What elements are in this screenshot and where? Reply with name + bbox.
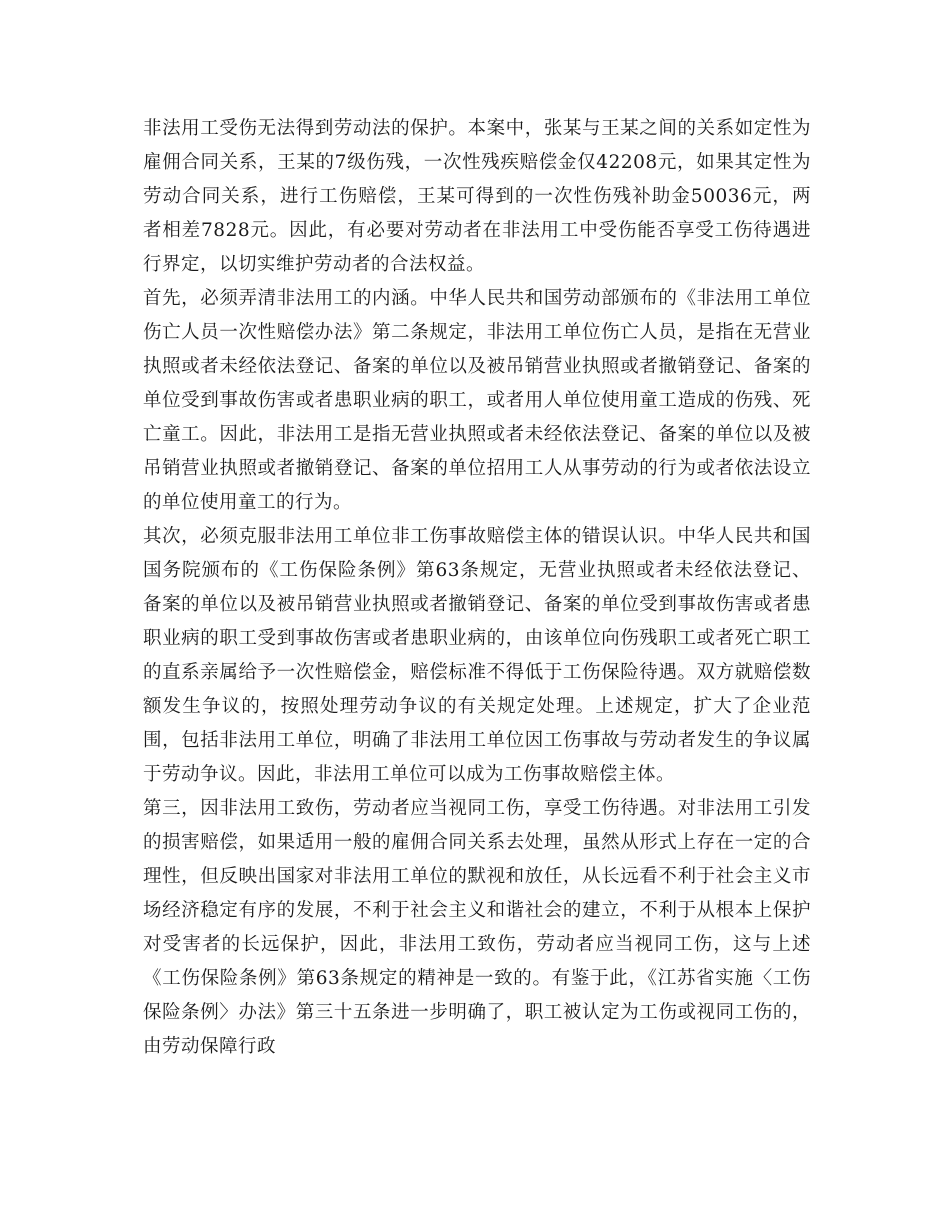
paragraph-4: 第三，因非法用工致伤，劳动者应当视同工伤，享受工伤待遇。对非法用工引发的损害赔偿，如果适用一般的雇佣合同关系去处理，虽然从形式上存在一定的合理性，但反映出国家对非法用工单位的默视和放任，从长远看不利于社会主义市场经济稳定有序的发展，不利于社会主义和谐社会的建立，不利于从根本上保护对受害者的长远保护，因此，非法用工致伤，劳动者应当视同工伤，这与上述《工伤保险条例》第63条规定的精神是一致的。有鉴于此，《江苏省实施〈工伤保险条例〉办法》第三十五条进一步明确了，职工被认定为工伤或视同工伤的，由劳动保障行政 [143,798,811,1057]
paragraph-3: 其次，必须克服非法用工单位非工伤事故赔偿主体的错误认识。中华人民共和国国务院颁布的《工伤保险条例》第63条规定，无营业执照或者未经依法登记、备案的单位以及被吊销营业执照或者撤销登记、备案的单位受到事故伤害或者患职业病的职工受到事故伤害或者患职业病的，由该单位向伤残职工或者死亡职工的直系亲属给予一次性赔偿金，赔偿标准不得低于工伤保险待遇。双方就赔偿数额发生争议的，按照处理劳动争议的有关规定处理。上述规定，扩大了企业范围，包括非法用工单位，明确了非法用工单位因工伤事故与劳动者发生的争议属于劳动争议。因此，非法用工单位可以成为工伤事故赔偿主体。 [143,526,811,785]
paragraph-1: 非法用工受伤无法得到劳动法的保护。本案中，张某与王某之间的关系如定性为雇佣合同关系，王某的7级伤残，一次性残疾赔偿金仅42208元，如果其定性为劳动合同关系，进行工伤赔偿，王某可得到的一次性伤残补助金50036元，两者相差7828元。因此，有必要对劳动者在非法用工中受伤能否享受工伤待遇进行界定，以切实维护劳动者的合法权益。 [143,118,811,275]
paragraph-2: 首先，必须弄清非法用工的内涵。中华人民共和国劳动部颁布的《非法用工单位伤亡人员一次性赔偿办法》第二条规定，非法用工单位伤亡人员，是指在无营业执照或者未经依法登记、备案的单位以及被吊销营业执照或者撤销登记、备案的单位受到事故伤害或者患职业病的职工，或者用人单位使用童工造成的伤残、死亡童工。因此，非法用工是指无营业执照或者未经依法登记、备案的单位以及被吊销营业执照或者撤销登记、备案的单位招用工人从事劳动的行为或者依法设立的单位使用童工的行为。 [143,288,811,513]
document-body [143,112,811,1064]
